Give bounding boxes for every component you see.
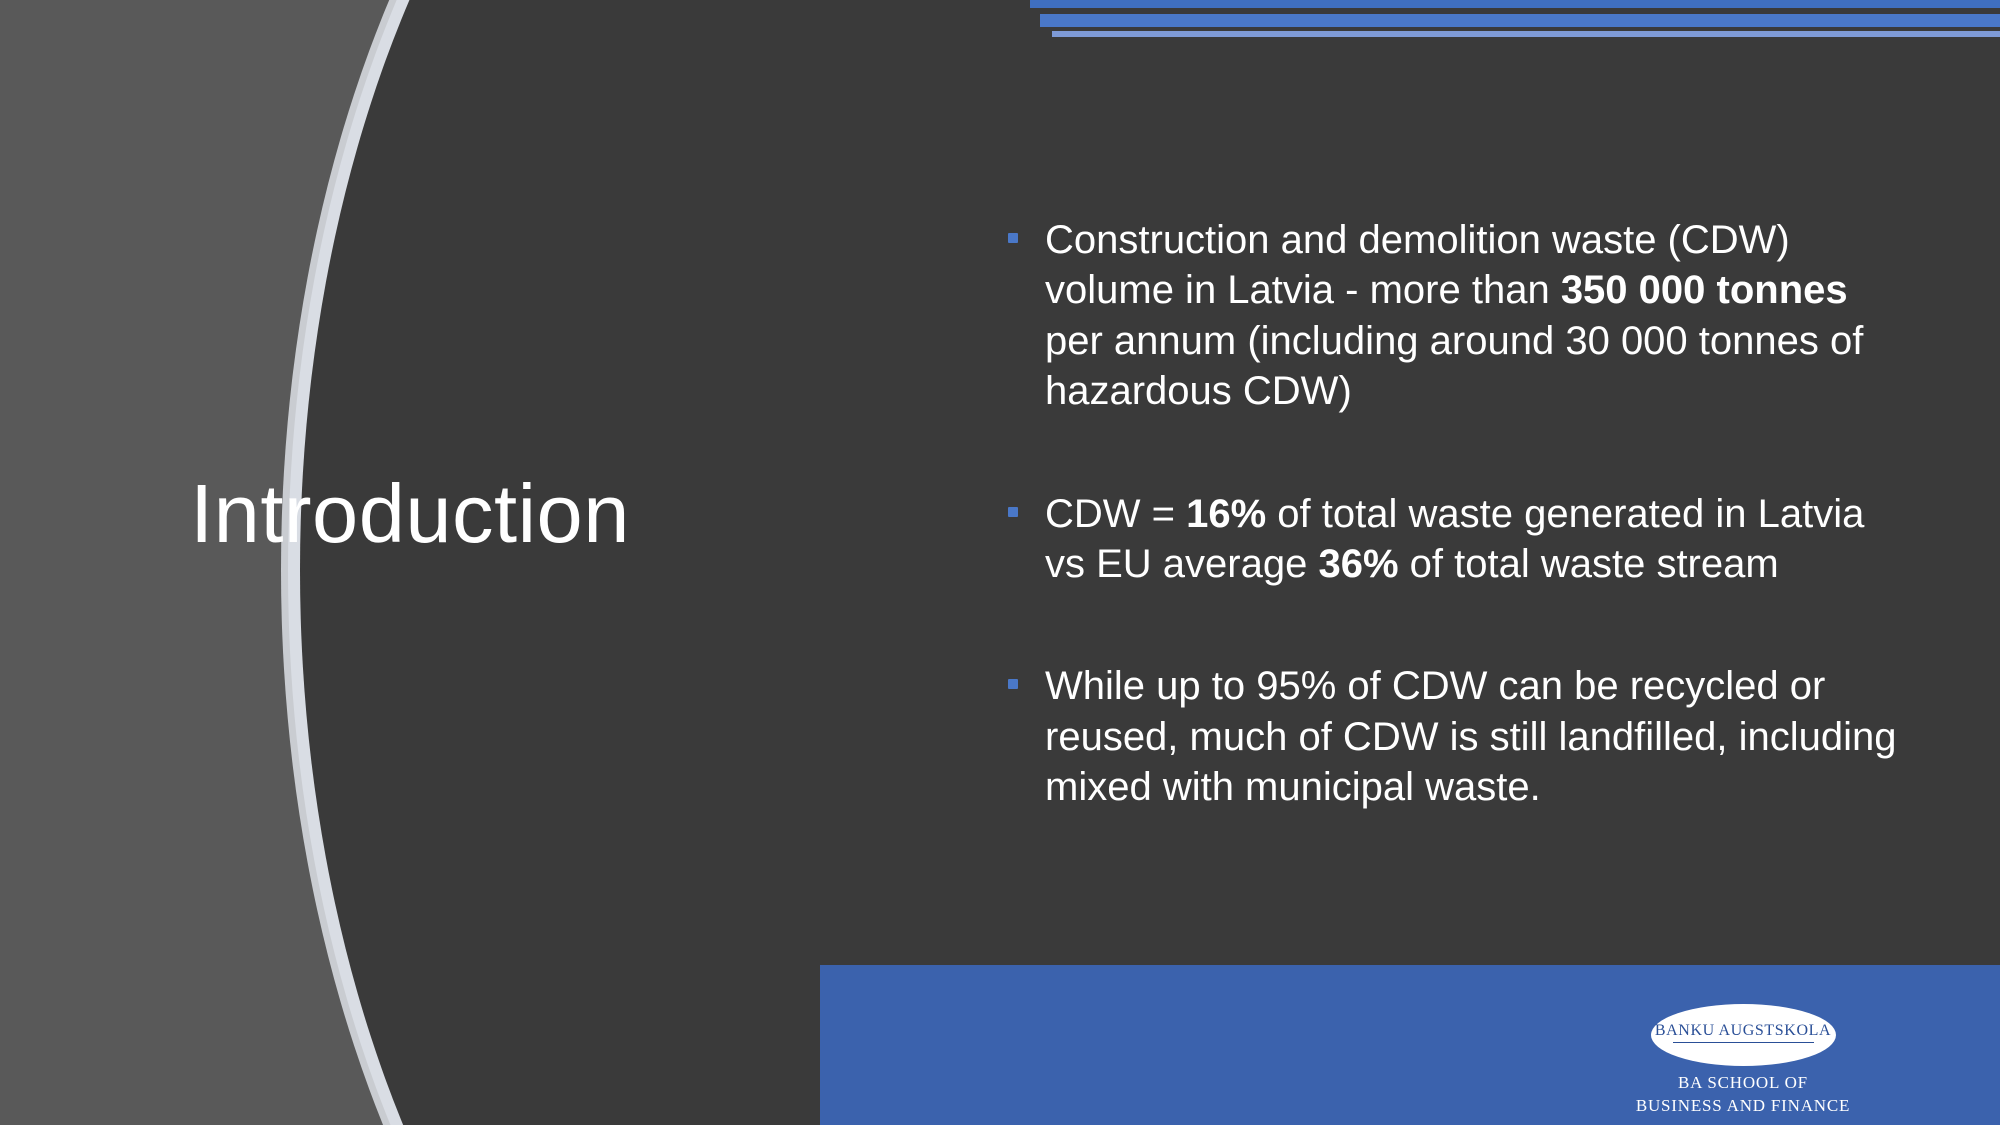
top-accent-bar-1	[1030, 0, 2000, 8]
bullet-list	[1000, 215, 1900, 813]
logo-ellipse-icon	[1651, 1004, 1836, 1066]
institution-logo	[1618, 1004, 1868, 1117]
footer-band	[820, 965, 2000, 1125]
list-item	[1000, 661, 1900, 812]
list-item-text: While up to 95% of CDW can be recycled or reused, much of CDW is still landfilled, including mixed with municipal waste.	[1045, 664, 1897, 810]
logo-ellipse-text: BANKU AUGSTSKOLA	[1654, 1022, 1832, 1040]
list-item	[1000, 215, 1900, 417]
page-title: Introduction	[190, 467, 630, 560]
list-item	[1000, 489, 1900, 590]
top-accent-bar-2	[1040, 14, 2000, 27]
bullet-dot-icon	[1008, 507, 1018, 517]
logo-divider	[1673, 1042, 1814, 1043]
left-title-panel	[0, 0, 900, 1125]
logo-line-1: BA SCHOOL OF	[1678, 1073, 1808, 1093]
list-item-text: CDW = 16% of total waste generated in Latvia vs EU average 36% of total waste stream	[1045, 491, 1865, 586]
list-item-text: Construction and demolition waste (CDW) volume in Latvia - more than 350 000 tonnes per annum (including around 30 000 tonnes of hazardous CDW)	[1045, 218, 1864, 414]
top-accent-bar-3	[1052, 31, 2000, 37]
bullet-dot-icon	[1008, 679, 1018, 689]
logo-line-2: BUSINESS AND FINANCE	[1635, 1095, 1851, 1115]
curve-mask	[300, 0, 900, 1125]
bullet-dot-icon	[1008, 233, 1018, 243]
